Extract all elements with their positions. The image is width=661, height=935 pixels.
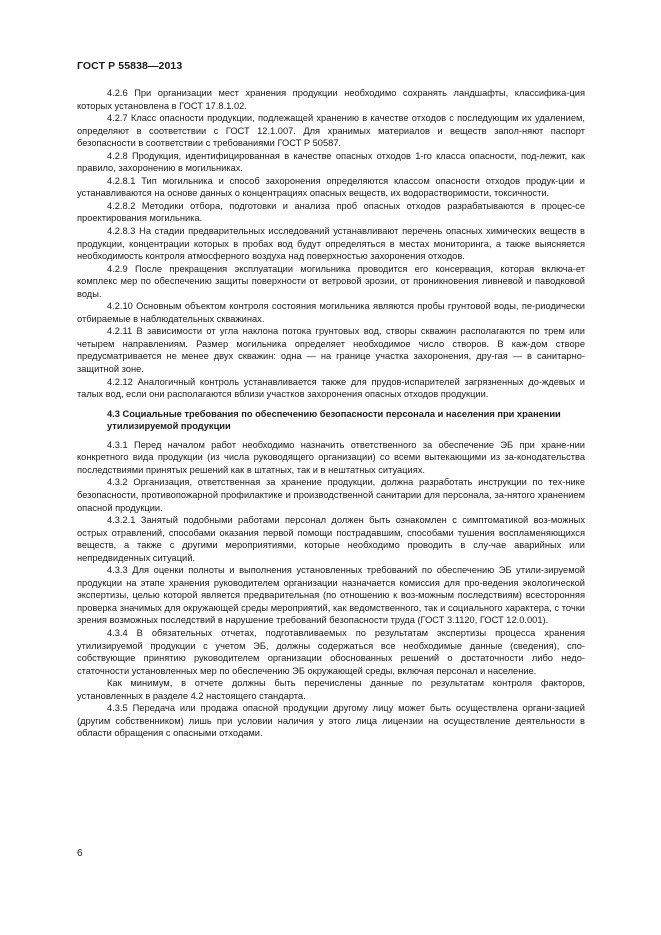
paragraph-4-2-9: 4.2.9 После прекращения эксплуатации могильника проводится его консервация, которая включа-ет комплекс мер по обеспечению защиты поверхности от ветровой эрозии, от проникновения ливневой и паводковой воды. [77, 263, 585, 299]
paragraph-4-2-11: 4.2.11 В зависимости от угла наклона потока грунтовых вод, створы скважин располагаются по трем или четырем направлениям. Размер могильника определяет необходимое число створов. В каж-дом створе предусматривается не менее двух скважин: одна — на границе участка захоронения, дру-гая — в санитарно-защитной зоне. [77, 326, 585, 375]
paragraph-4-2-6: 4.2.6 При организации мест хранения продукции необходимо сохранять ландшафты, классифика-ция которых установлена в ГОСТ 17.8.1.02. [77, 88, 585, 111]
paragraph-4-3-1: 4.3.1 Перед началом работ необходимо назначить ответственного за обеспечение ЭБ при хране-нии конкретного вида продукции (из числа руководящего организации) со всеми вытекающими из за-конодательства последствиями принятых решений как в штатных, так и в нештатных ситуациях. [77, 439, 585, 475]
paragraph-4-2-8: 4.2.8 Продукция, идентифицированная в качестве опасных отходов 1-го класса опасности, под-лежит, как правило, захоронению в могильниках. [77, 150, 585, 174]
paragraph-4-3-2-1: 4.3.2.1 Занятый подобными работами персонал должен быть ознакомлен с симптоматикой воз-можных острых отравлений, способами оказания первой помощи пострадавшим, способами тушения воспламеняющихся веществ, а также с другими мероприятиями, которые необходимо проводить в слу-чае аварийных или непредвиденных ситуаций. [77, 515, 585, 563]
paragraph-4-3-4: 4.3.4 В обязательных отчетах, подготавливаемых по результатам экспертизы процесса хранения утилизируемой продукции с учетом ЭБ, должны содержаться все необходимые данные (сведения), спо-собствующие принятию руководителем организации обоснованных решений о достаточности либо недо-статочности установленных мер по обеспечению ЭБ окружающей среды, включая персонал и население. [77, 627, 585, 676]
page-number: 6 [77, 848, 83, 859]
paragraph-4-3-2: 4.3.2 Организация, ответственная за хранение продукции, должна разработать инструкции по тех-нике безопасности, противопожарной профилактике и производственной санитарии для персонала, за-нятого хранением опасной продукции. [77, 477, 585, 513]
paragraph-4-2-8-1: 4.2.8.1 Тип могильника и способ захоронения определяются классом опасности отходов продук-ции и устанавливаются на основе данных о концентрациях опасных веществ, их водорастворимости, токсичности. [77, 175, 585, 199]
paragraph-4-2-10: 4.2.10 Основным объектом контроля состояния могильника являются пробы грунтовой воды, пе-риодически отбираемые в наблюдательных скважинах. [77, 301, 585, 324]
paragraph-4-2-8-2: 4.2.8.2 Методики отбора, подготовки и анализа проб опасных отходов разрабатываются в процес-се проектирования могильника. [77, 200, 585, 224]
paragraph-4-3-5: 4.3.5 Передача или продажа опасной продукции другому лицу может быть осуществлена органи-зацией (другим собственником) лишь при условии наличия у этого лица лицензии на осуществление деятельности в области обращения с опасными отходами. [77, 703, 585, 739]
paragraph-minimum-report: Как минимум, в отчете должны быть перечислены данные по результатам контроля факторов, установленных в разделе 4.2 настоящего стандарта. [77, 678, 585, 701]
document-body [77, 87, 585, 740]
paragraph-4-2-12: 4.2.12 Аналогичный контроль устанавливается также для прудов-испарителей загрязненных до-ждевых и талых вод, если они располагаются вблизи участков захоронения опасных отходов продукции. [77, 376, 585, 400]
paragraph-4-3-3: 4.3.3 Для оценки полноты и выполнения установленных требований по обеспечению ЭБ утили-зируемой продукции на этапе хранения руководителем организации назначается комиссия для про-ведения экологической экспертизы, целью которой является предварительная (по отношению к воз-можным последствиям) всесторонняя проверка значимых для окружающей среды мероприятий, как ведомственного, так и социального характера, с точки зрения возможных последствий в нарушение требований безопасности труда (ГОСТ 3.1120, ГОСТ 12.0.001). [77, 565, 585, 626]
paragraph-4-2-8-3: 4.2.8.3 На стадии предварительных исследований устанавливают перечень опасных химических веществ в продукции, концентрации которых в пробах вод будут определяться в местах мониторинга, а также выясняется необходимость контроля атмосферного воздуха над поверхностью захоронения отходов. [77, 226, 585, 262]
standard-header: ГОСТ Р 55838—2013 [77, 60, 183, 72]
paragraph-4-2-7: 4.2.7 Класс опасности продукции, подлежащей хранению в качестве отходов с последующим их удалением, определяют в соответствии с ГОСТ 12.1.007. Для хранимых материалов и веществ запол-няют паспорт безопасности в соответствии с требованиями ГОСТ Р 50587. [77, 113, 585, 149]
section-heading-4-3: 4.3 Социальные требования по обеспечению безопасности персонала и населения при хранении утилизируемой продукции [107, 408, 561, 432]
